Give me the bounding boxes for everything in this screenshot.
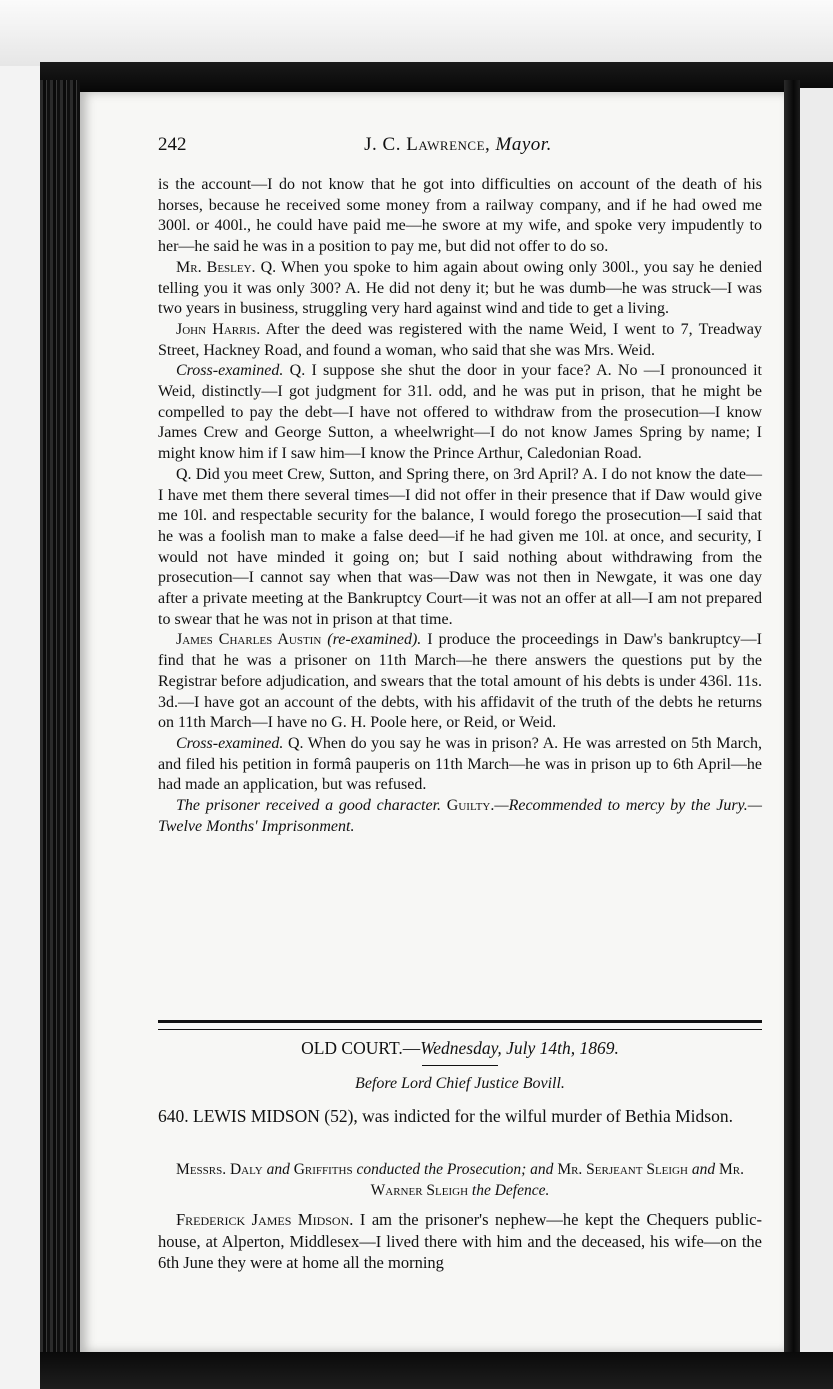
running-title-mayor: Mayor. — [495, 134, 552, 155]
verdict-guilty: Guilty. — [446, 797, 495, 815]
counsel-conducted: conducted the Prosecution; and — [352, 1161, 558, 1178]
verdict-sentence: —Recommended to mercy by the Jury.—Twelve Months' Imprisonment. — [158, 797, 763, 835]
paragraph-text: I am the prisoner's nephew—he kept the Chequers public-house, at Alperton, Middlesex—I lived there with him and the deceased, his wife—on the 6th June they were at home all the morning — [158, 1210, 763, 1272]
presiding-judge: Before Lord Chief Justice Bovill. — [355, 1075, 565, 1092]
book-binding-bottom — [40, 1352, 833, 1389]
scan-margin-top — [0, 0, 833, 66]
paragraph-text: I produce the proceedings in Daw's bankruptcy—I find that he was a prisoner on 11th March—he there answers the questions put by the Registrar before adjudication, and swears that the total amount of his debts is under 436l. 11s. 3d.—I have got an account of the debts, with his affidavit of the truth of the debts he returns on 11th March—I have no G. H. Poole here, or Reid, or Weid. — [158, 631, 762, 732]
running-title — [158, 134, 758, 156]
speaker-name: Mr. Besley. — [176, 258, 256, 276]
paragraph-text: Q. When do you say he was in prison? A. He was arrested on 5th March, and filed his petition in formâ pauperis on 11th March—he was in prison up to 6th April—he had made an application, but was refused. — [158, 734, 762, 794]
paragraph — [158, 734, 762, 796]
page-header — [158, 134, 758, 162]
book-binding-top — [40, 62, 833, 92]
verdict — [158, 796, 762, 837]
paragraph — [158, 320, 762, 361]
book-gutter — [784, 80, 800, 1360]
case-text: 640. LEWIS MIDSON (52), was indicted for the wilful murder of Bethia Midson. — [158, 1106, 733, 1126]
witness-name: Frederick James Midson. — [176, 1210, 354, 1229]
paragraph-text: Q. I suppose she shut the door in your face? A. No —I pronounced it Weid, distinctly—I got judgment for 31l. odd, and he was put in prison, that he might be compelled to pay the debt—I have not offered to withdraw from the prosecution—I know James Crew and George Sutton, a wheelwright—I do not know James Spring by name; I might know him if I saw him—I know the Prince Arthur, Caledonian Road. — [158, 362, 762, 463]
counsel-prosecution: Messrs. Daly — [176, 1161, 263, 1178]
book-page-edges — [40, 80, 80, 1370]
counsel-defence: the Defence. — [468, 1182, 550, 1199]
examination-label: (re-examined). — [321, 631, 422, 649]
paragraph-text: Q. When you spoke to him again about owing only 300l., you say he denied telling you it was only 300? A. He did not deny it; but he was dumb—he was struck—I was two years in business, struggling very hard against wind and tide to get a living. — [158, 258, 763, 318]
counsel-serjeant: Mr. Serjeant Sleigh — [557, 1161, 688, 1178]
short-divider — [422, 1065, 498, 1066]
counsel-and: and — [262, 1161, 294, 1178]
paragraph — [158, 258, 762, 320]
paragraph-text: After the deed was registered with the name Weid, I went to 7, Treadway Street, Hackney Road, and found a woman, who said that she was Mrs. Weid. — [158, 320, 762, 359]
counsel-warner: Mr. Warner Sleigh — [370, 1161, 744, 1199]
speaker-name: John Harris. — [176, 320, 261, 338]
counsel-griffiths: Griffiths — [293, 1161, 353, 1178]
witness-testimony — [158, 1209, 762, 1274]
court-heading — [158, 1038, 762, 1059]
paragraph — [158, 1209, 762, 1274]
book-page — [80, 92, 784, 1352]
court-name: OLD COURT.— — [301, 1038, 421, 1058]
paragraph — [158, 361, 762, 465]
examination-label: Cross-examined. — [176, 362, 284, 380]
speaker-name: James Charles Austin — [176, 631, 322, 649]
facing-page-edge — [800, 88, 833, 1352]
trial-text — [158, 175, 762, 838]
verdict-character: The prisoner received a good character. — [176, 797, 447, 815]
examination-label: Cross-examined. — [176, 734, 284, 752]
section-divider — [158, 1020, 762, 1030]
paragraph — [158, 630, 762, 734]
court-date: Wednesday, July 14th, 1869. — [420, 1038, 619, 1058]
page-number: 242 — [158, 134, 187, 155]
paragraph: is the account—I do not know that he got into difficulties on account of the death of his horses, because he received some money from a railway company, and if he had owed me 300l. or 400l., he could have paid me—he swore at my wife, and spoke very impudently to her—he said he was in a position to pay me, but did not offer to do so. — [158, 176, 762, 256]
counsel-line — [158, 1159, 762, 1201]
running-title-name: J. C. Lawrence, — [364, 134, 491, 155]
paragraph: Q. Did you meet Crew, Sutton, and Spring there, on 3rd April? A. I do not know the date—I have met them there several times—I did not offer in their presence that if Daw would give me 10l. and respectable security for the balance, I would forego the prosecution—I said that he was a foolish man to make a false deed—if he had given me 10l. at once, and security, I would not have minded it going on; but I said nothing about withdrawing from the prosecution—I cannot say when that was—Daw was not then in Newgate, it was one day after a private meeting at the Bankruptcy Court—it was not an offer at all—I am not prepared to swear that he was not in prison at that time. — [158, 465, 762, 628]
case-heading — [158, 1105, 762, 1127]
counsel-and: and — [687, 1161, 719, 1178]
